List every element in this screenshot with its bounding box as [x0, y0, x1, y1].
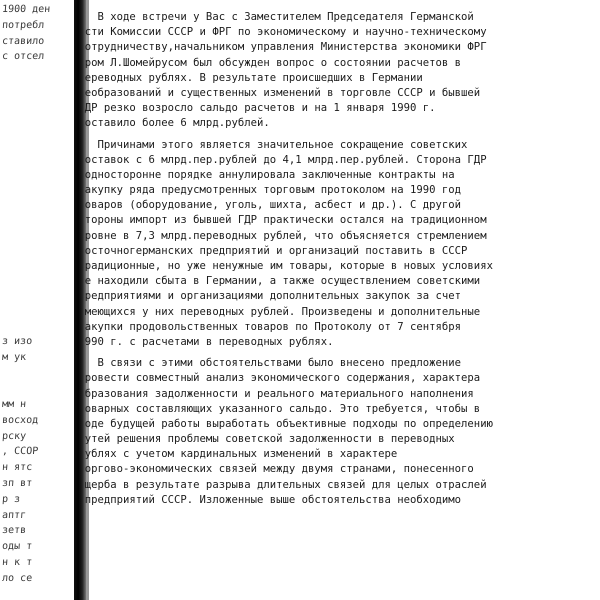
text-line: ровне в 7,3 млрд.переводных рублей, что объясняется стремлением — [72, 229, 487, 242]
document-body — [72, 10, 592, 508]
margin-fragment: р з — [1, 493, 21, 505]
margin-fragment: зетв — [1, 525, 27, 537]
text-line: ереводных рублях. В результате происшедших в Германии — [72, 71, 423, 84]
text-line: В ходе встречи у Вас с Заместителем Председателя Германской — [72, 11, 474, 23]
margin-fragment: аптг — [1, 509, 27, 521]
text-line: оставок с 6 млрд.пер.рублей до 4,1 млрд.пер.рублей. Сторона ГДР — [72, 153, 487, 166]
text-line: акупки продовольственных товаров по Протоколу от 7 сентября — [72, 320, 462, 333]
text-line: оставило более 6 млрд.рублей. — [72, 117, 270, 130]
text-line: ровести совместный анализ экономического содержания, характера — [72, 372, 481, 385]
text-line: е находили сбыта в Германии, а также осуществлением советскими — [72, 275, 481, 288]
paragraph — [72, 138, 592, 351]
text-line: отрудничеству,начальником управления Министерства экономики ФРГ — [72, 41, 487, 54]
margin-fragment: с отсел — [1, 51, 45, 63]
text-line: еобразований и существенных изменений в торговле СССР и бывшей — [72, 86, 481, 99]
text-line: оварных составляющих указанного сальдо. Это требуется, чтобы в — [72, 402, 481, 415]
text-line: предприятий СССР. Изложенные выше обстоятельства необходимо — [72, 493, 462, 506]
text-line: ром Л.Шомейрусом был обсужден вопрос о состоянии расчетов в — [72, 56, 462, 69]
text-line: 990 г. с расчетами в переводных рублях. — [72, 335, 334, 348]
margin-fragment: мм н — [1, 399, 27, 410]
text-line: оде будущей работы выработать объективные подходы по определению — [72, 417, 493, 430]
text-line: редприятиями и организациями дополнительных закупок за счет — [72, 290, 462, 303]
text-line: утей решения проблемы советской задолженности в переводных — [72, 433, 455, 446]
text-line: бразования задолженности и реального материального наполнения — [72, 387, 474, 400]
margin-fragment: м ук — [1, 351, 27, 363]
margin-fragment: з изо — [1, 335, 33, 347]
text-line: орговo-экономических связей между двумя странами, понесенного — [72, 463, 474, 476]
margin-fragment: н к т — [1, 557, 33, 568]
margin-fragment: оды т — [1, 541, 33, 553]
margin-fragment: рску — [1, 430, 27, 442]
text-line: Причинами этого является значительное сокращение советских — [72, 138, 468, 151]
margin-fragment: 1900 ден — [1, 4, 51, 15]
text-line: ДР резко возросло сальдо расчетов и на 1 января 1990 г. — [72, 102, 436, 115]
margin-fragment: н ятс — [1, 462, 33, 474]
margin-fragment: ставило — [1, 35, 45, 47]
margin-fragment: восход — [1, 414, 39, 426]
margin-fragment: зп вт — [1, 478, 33, 489]
margin-fragment: , ССОР — [1, 446, 39, 458]
text-line: В связи с этими обстоятельствами было внесено предложение — [72, 357, 462, 370]
text-line: оваров (оборудование, уголь, шихта, асбест и др.). С другой — [72, 199, 462, 212]
text-line: радиционные, но уже ненужные им товары, которые в новых условиях — [72, 260, 493, 272]
paragraph — [72, 10, 592, 132]
text-line: осточногерманских предприятий и организаций поставить в СССР — [72, 244, 468, 257]
text-line: акупку ряда предусмотренных торговым протоколом на 1990 год — [72, 184, 462, 197]
text-line: ублях с учетом кардинальных изменений в характере — [72, 448, 398, 461]
text-line: меющихся у них переводных рублей. Произведены и дополнительные — [72, 305, 481, 318]
paragraph — [72, 356, 592, 508]
margin-fragment: потребл — [1, 19, 45, 31]
margin-fragment: ло се — [1, 572, 33, 584]
text-line: щерба в результате разрыва длительных связей для целых отраслей — [72, 478, 487, 491]
text-line: тороны импорт из бывшей ГДР практически остался на традиционном — [72, 214, 487, 227]
text-line: сти Комиссии СССР и ФРГ по экономическому и научно-техническому — [72, 26, 487, 39]
text-line: односторонне порядке аннулировала заключенные контракты на — [72, 168, 455, 181]
